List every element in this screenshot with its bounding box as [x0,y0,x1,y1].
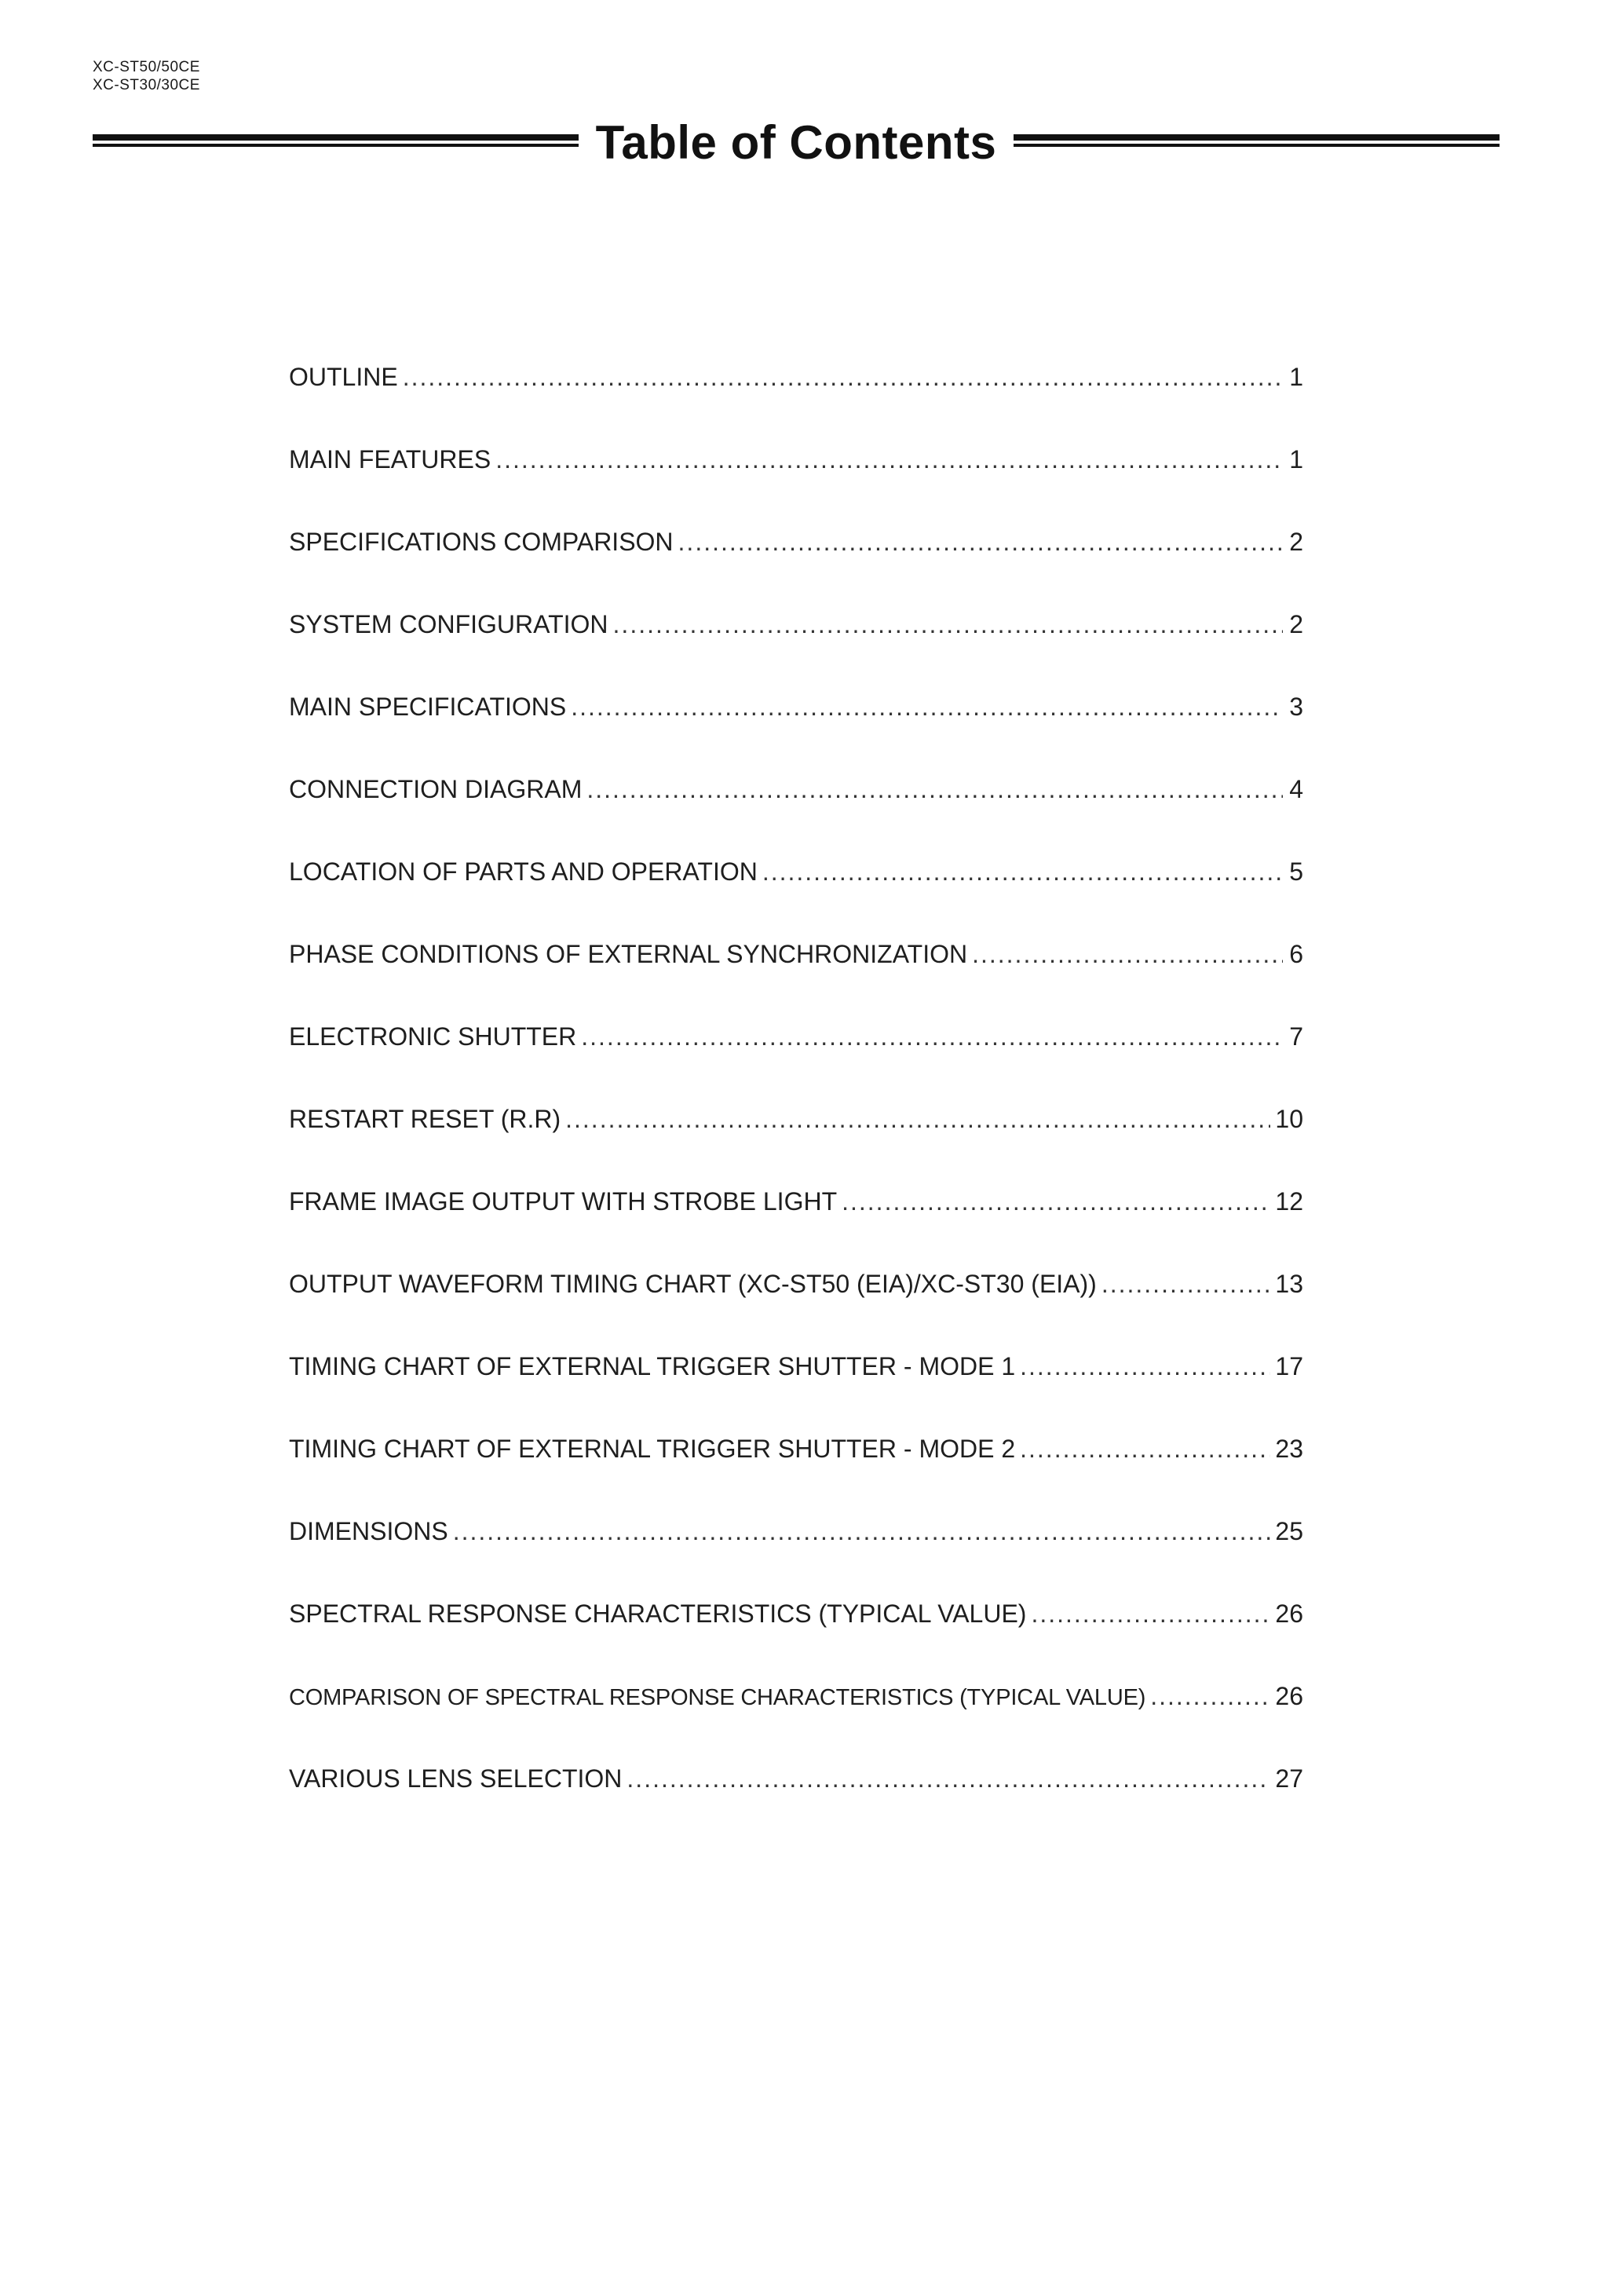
toc-page-number: 26 [1275,1600,1303,1628]
title-rule-right [1014,134,1500,150]
toc-entry[interactable] [289,1022,1303,1105]
toc-dot-leader [613,610,1283,639]
toc-dot-leader [586,775,1283,804]
page-title: Table of Contents [595,115,997,169]
toc-page-number: 1 [1289,445,1303,473]
toc-entry[interactable] [289,1270,1303,1352]
toc-entry[interactable] [289,1105,1303,1187]
toc-entry-title: SPECIFICATIONS COMPARISON [289,528,674,556]
toc-page-number: 5 [1289,857,1303,886]
toc-entry-title: VARIOUS LENS SELECTION [289,1764,623,1793]
toc-entry-title: SYSTEM CONFIGURATION [289,610,608,638]
toc-entry[interactable] [289,1517,1303,1600]
toc-entry[interactable] [289,1764,1303,1847]
toc-entry-title: LOCATION OF PARTS AND OPERATION [289,857,758,886]
toc-page-number: 25 [1275,1517,1303,1545]
toc-entry-title: COMPARISON OF SPECTRAL RESPONSE CHARACTERISTICS (TYPICAL VALUE) [289,1685,1146,1710]
toc-entry-title: DIMENSIONS [289,1517,448,1545]
toc-entry[interactable] [289,1435,1303,1517]
toc-entry-title: RESTART RESET (R.R) [289,1105,561,1133]
toc-entry[interactable] [289,1352,1303,1435]
table-of-contents [289,363,1303,1847]
model-code-line: XC-ST50/50CE [93,59,200,75]
toc-page-number: 23 [1275,1435,1303,1463]
toc-dot-leader [571,693,1283,722]
toc-entry-title: ELECTRONIC SHUTTER [289,1022,577,1051]
title-rule-left [93,134,579,150]
toc-dot-leader [495,445,1283,474]
toc-dot-leader [972,940,1283,969]
toc-entry[interactable] [289,610,1303,693]
model-code-line: XC-ST30/30CE [93,77,200,93]
model-codes [93,58,200,94]
toc-entry-title: FRAME IMAGE OUTPUT WITH STROBE LIGHT [289,1187,838,1216]
toc-page-number: 27 [1275,1764,1303,1793]
toc-page-number: 12 [1275,1187,1303,1216]
toc-entry-title: OUTLINE [289,363,398,391]
toc-page-number: 1 [1289,363,1303,391]
title-bar [93,110,1500,174]
toc-dot-leader [842,1187,1270,1216]
toc-page-number: 3 [1289,693,1303,721]
toc-entry[interactable] [289,1187,1303,1270]
toc-entry-title: SPECTRAL RESPONSE CHARACTERISTICS (TYPICAL VALUE) [289,1600,1027,1628]
toc-page-number: 4 [1289,775,1303,803]
toc-entry-title: OUTPUT WAVEFORM TIMING CHART (XC-ST50 (EIA)/XC-ST30 (EIA)) [289,1270,1097,1298]
toc-dot-leader [1031,1600,1270,1629]
toc-entry-title: TIMING CHART OF EXTERNAL TRIGGER SHUTTER - MODE 2 [289,1435,1016,1463]
toc-page-number: 26 [1275,1682,1303,1710]
toc-dot-leader [1150,1682,1270,1711]
toc-entry-title: PHASE CONDITIONS OF EXTERNAL SYNCHRONIZATION [289,940,968,968]
toc-entry[interactable] [289,445,1303,528]
toc-entry[interactable] [289,363,1303,445]
toc-entry[interactable] [289,693,1303,775]
toc-entry-title: MAIN FEATURES [289,445,491,473]
toc-entry[interactable] [289,1682,1303,1764]
toc-entry[interactable] [289,528,1303,610]
toc-dot-leader [678,528,1283,557]
toc-entry[interactable] [289,1600,1303,1682]
toc-dot-leader [1101,1270,1271,1299]
toc-page-number: 17 [1275,1352,1303,1380]
toc-page-number: 2 [1289,610,1303,638]
toc-entry-title: MAIN SPECIFICATIONS [289,693,567,721]
toc-dot-leader [453,1517,1271,1546]
toc-dot-leader [565,1105,1270,1134]
toc-entry[interactable] [289,857,1303,940]
toc-entry-title: TIMING CHART OF EXTERNAL TRIGGER SHUTTER - MODE 1 [289,1352,1016,1380]
toc-dot-leader [1020,1435,1270,1464]
toc-dot-leader [403,363,1283,392]
toc-page-number: 13 [1275,1270,1303,1298]
toc-page-number: 2 [1289,528,1303,556]
toc-entry-title: CONNECTION DIAGRAM [289,775,583,803]
toc-dot-leader [1020,1352,1270,1381]
toc-dot-leader [627,1764,1270,1793]
toc-dot-leader [581,1022,1283,1051]
toc-page-number: 6 [1289,940,1303,968]
toc-entry[interactable] [289,940,1303,1022]
toc-page-number: 10 [1275,1105,1303,1133]
toc-page-number: 7 [1289,1022,1303,1051]
toc-entry[interactable] [289,775,1303,857]
toc-dot-leader [762,857,1283,887]
